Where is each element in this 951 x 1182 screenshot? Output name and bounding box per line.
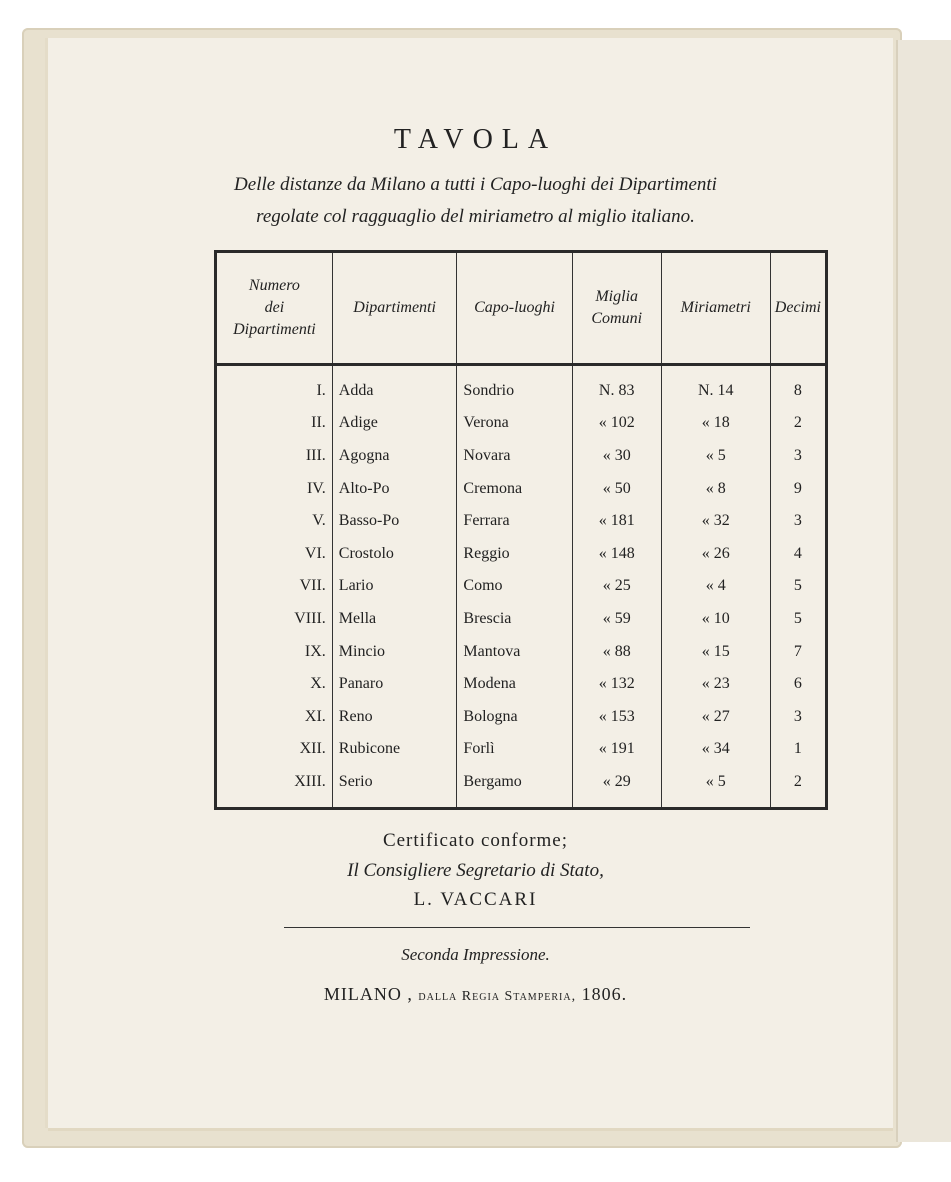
cell-dipartimento: Rubicone xyxy=(332,733,457,766)
imprint-city: MILANO , xyxy=(323,984,413,1004)
divider-rule xyxy=(284,927,750,928)
cell-decimi: 8 xyxy=(793,381,802,399)
table-body xyxy=(216,365,827,809)
cell-capo-luogo: Verona xyxy=(457,407,572,440)
cell-decimi: 7 xyxy=(793,642,802,660)
cell-capo-luogo: Cremona xyxy=(457,472,572,505)
cell-numero: X. xyxy=(216,668,333,701)
cell-dipartimento: Alto-Po xyxy=(332,472,457,505)
cell-dipartimento: Crostolo xyxy=(332,538,457,571)
table-row xyxy=(216,440,827,473)
cell-decimi: 2 xyxy=(793,414,802,432)
cell-dipartimento: Mincio xyxy=(332,635,457,668)
cell-numero: XIII. xyxy=(216,766,333,799)
table-row xyxy=(216,603,827,636)
cell-numero: IV. xyxy=(216,472,333,505)
cell-dipartimento: Adige xyxy=(332,407,457,440)
table-padding-row xyxy=(216,365,827,375)
cell-numero: III. xyxy=(216,440,333,473)
cell-numero: II. xyxy=(216,407,333,440)
cell-dipartimento: Serio xyxy=(332,766,457,799)
cell-miriametri: « 8 xyxy=(661,472,770,505)
cell-miriametri: « 34 xyxy=(661,733,770,766)
cell-miriametri: « 26 xyxy=(661,538,770,571)
cell-miglia: « 50 xyxy=(572,472,661,505)
cell-capo-luogo: Modena xyxy=(457,668,572,701)
cell-miriametri: « 18 xyxy=(661,407,770,440)
table-row xyxy=(216,538,827,571)
cell-capo-luogo: Ferrara xyxy=(457,505,572,538)
cell-miglia: « 102 xyxy=(572,407,661,440)
padding-cell xyxy=(332,798,457,808)
table-row xyxy=(216,766,827,799)
table-padding-row xyxy=(216,798,827,808)
cell-dipartimento: Lario xyxy=(332,570,457,603)
padding-cell xyxy=(216,365,333,375)
cell-capo-luogo: Reggio xyxy=(457,538,572,571)
header-dipartimenti: Dipartimenti xyxy=(332,252,457,365)
table-row xyxy=(216,472,827,505)
cell-numero: VIII. xyxy=(216,603,333,636)
cell-capo-luogo: Bologna xyxy=(457,701,572,734)
cell-miglia: N. 83 xyxy=(572,374,661,407)
header-decimi: Decimi xyxy=(770,252,826,365)
padding-cell xyxy=(332,365,457,375)
cell-decimi: 3 xyxy=(793,447,802,464)
table-row xyxy=(216,635,827,668)
cell-decimi: 5 xyxy=(793,577,802,595)
table-row xyxy=(216,668,827,701)
cell-decimi: 1 xyxy=(793,740,802,758)
table-header-row xyxy=(216,252,827,365)
cell-dipartimento: Agogna xyxy=(332,440,457,473)
padding-cell xyxy=(216,798,333,808)
cell-miglia: « 132 xyxy=(572,668,661,701)
imprint-year: 1806. xyxy=(581,984,628,1004)
padding-cell xyxy=(572,798,661,808)
cell-miglia: « 30 xyxy=(572,440,661,473)
cell-miglia: « 153 xyxy=(572,701,661,734)
padding-cell xyxy=(770,365,826,375)
header-miglia-line-1: Miglia xyxy=(595,288,639,305)
cell-capo-luogo: Brescia xyxy=(457,603,572,636)
table-row xyxy=(216,374,827,407)
header-miglia xyxy=(572,252,661,365)
padding-cell xyxy=(457,798,572,808)
cell-decimi: 2 xyxy=(793,773,802,791)
cell-dipartimento: Basso-Po xyxy=(332,505,457,538)
cell-numero: VI. xyxy=(216,538,333,571)
cell-numero: VII. xyxy=(216,570,333,603)
cell-capo-luogo: Sondrio xyxy=(457,374,572,407)
cell-miriametri: « 32 xyxy=(661,505,770,538)
cell-dipartimento: Reno xyxy=(332,701,457,734)
cell-miglia: « 148 xyxy=(572,538,661,571)
cell-capo-luogo: Novara xyxy=(457,440,572,473)
header-numero-line-2: dei xyxy=(264,299,285,316)
cell-miglia: « 181 xyxy=(572,505,661,538)
header-numero-line-1: Numero xyxy=(248,277,300,294)
cell-capo-luogo: Mantova xyxy=(457,635,572,668)
cell-dipartimento: Panaro xyxy=(332,668,457,701)
cell-miriametri: N. 14 xyxy=(661,374,770,407)
padding-cell xyxy=(457,365,572,375)
cell-miglia: « 88 xyxy=(572,635,661,668)
cell-numero: IX. xyxy=(216,635,333,668)
certification-line: Certificato conforme; xyxy=(382,830,569,851)
cell-numero: I. xyxy=(216,374,333,407)
cell-capo-luogo: Forlì xyxy=(457,733,572,766)
edition-note: Seconda Impressione. xyxy=(401,945,550,964)
padding-cell xyxy=(770,798,826,808)
padding-cell xyxy=(661,365,770,375)
cell-decimi: 3 xyxy=(793,707,802,725)
header-numero-line-3: Dipartimenti xyxy=(233,321,316,338)
cell-miriametri: « 5 xyxy=(661,766,770,799)
cell-decimi: 9 xyxy=(793,479,802,497)
cell-numero: V. xyxy=(216,505,333,538)
subtitle-line-2: regolate col ragguaglio del miriametro al miglio italiano. xyxy=(256,206,695,227)
cell-miglia: « 191 xyxy=(572,733,661,766)
cell-capo-luogo: Bergamo xyxy=(457,766,572,799)
table-row xyxy=(216,570,827,603)
cell-miglia: « 59 xyxy=(572,603,661,636)
cell-numero: XII. xyxy=(216,733,333,766)
table-row xyxy=(216,701,827,734)
table-row xyxy=(216,407,827,440)
signature: L. VACCARI xyxy=(413,889,538,910)
cell-miriametri: « 4 xyxy=(661,570,770,603)
table-row xyxy=(216,505,827,538)
padding-cell xyxy=(572,365,661,375)
header-numero xyxy=(216,252,333,365)
subtitle-line-1: Delle distanze da Milano a tutti i Capo-luoghi dei Dipartimenti xyxy=(234,174,717,195)
table-row xyxy=(216,733,827,766)
header-miriametri: Miriametri xyxy=(661,252,770,365)
cell-decimi: 6 xyxy=(793,675,802,693)
cell-dipartimento: Mella xyxy=(332,603,457,636)
distance-table xyxy=(214,250,828,810)
cell-miriametri: « 23 xyxy=(661,668,770,701)
padding-cell xyxy=(661,798,770,808)
cell-miglia: « 29 xyxy=(572,766,661,799)
header-capo-luoghi: Capo-luoghi xyxy=(457,252,572,365)
imprint-printer: dalla Regia Stamperia, xyxy=(418,989,577,1004)
cell-miriametri: « 10 xyxy=(661,603,770,636)
cell-decimi: 3 xyxy=(793,512,802,530)
cell-decimi: 5 xyxy=(793,610,802,628)
cell-miriametri: « 5 xyxy=(661,440,770,473)
cell-capo-luogo: Como xyxy=(457,570,572,603)
imprint-line xyxy=(0,984,951,1005)
certification-title: Il Consigliere Segretario di Stato, xyxy=(347,860,604,881)
cell-miglia: « 25 xyxy=(572,570,661,603)
cell-decimi: 4 xyxy=(793,544,802,562)
page-title: TAVOLA xyxy=(393,124,558,155)
cell-miriametri: « 15 xyxy=(661,635,770,668)
cell-numero: XI. xyxy=(216,701,333,734)
cell-miriametri: « 27 xyxy=(661,701,770,734)
cell-dipartimento: Adda xyxy=(332,374,457,407)
header-miglia-line-2: Comuni xyxy=(591,310,643,327)
